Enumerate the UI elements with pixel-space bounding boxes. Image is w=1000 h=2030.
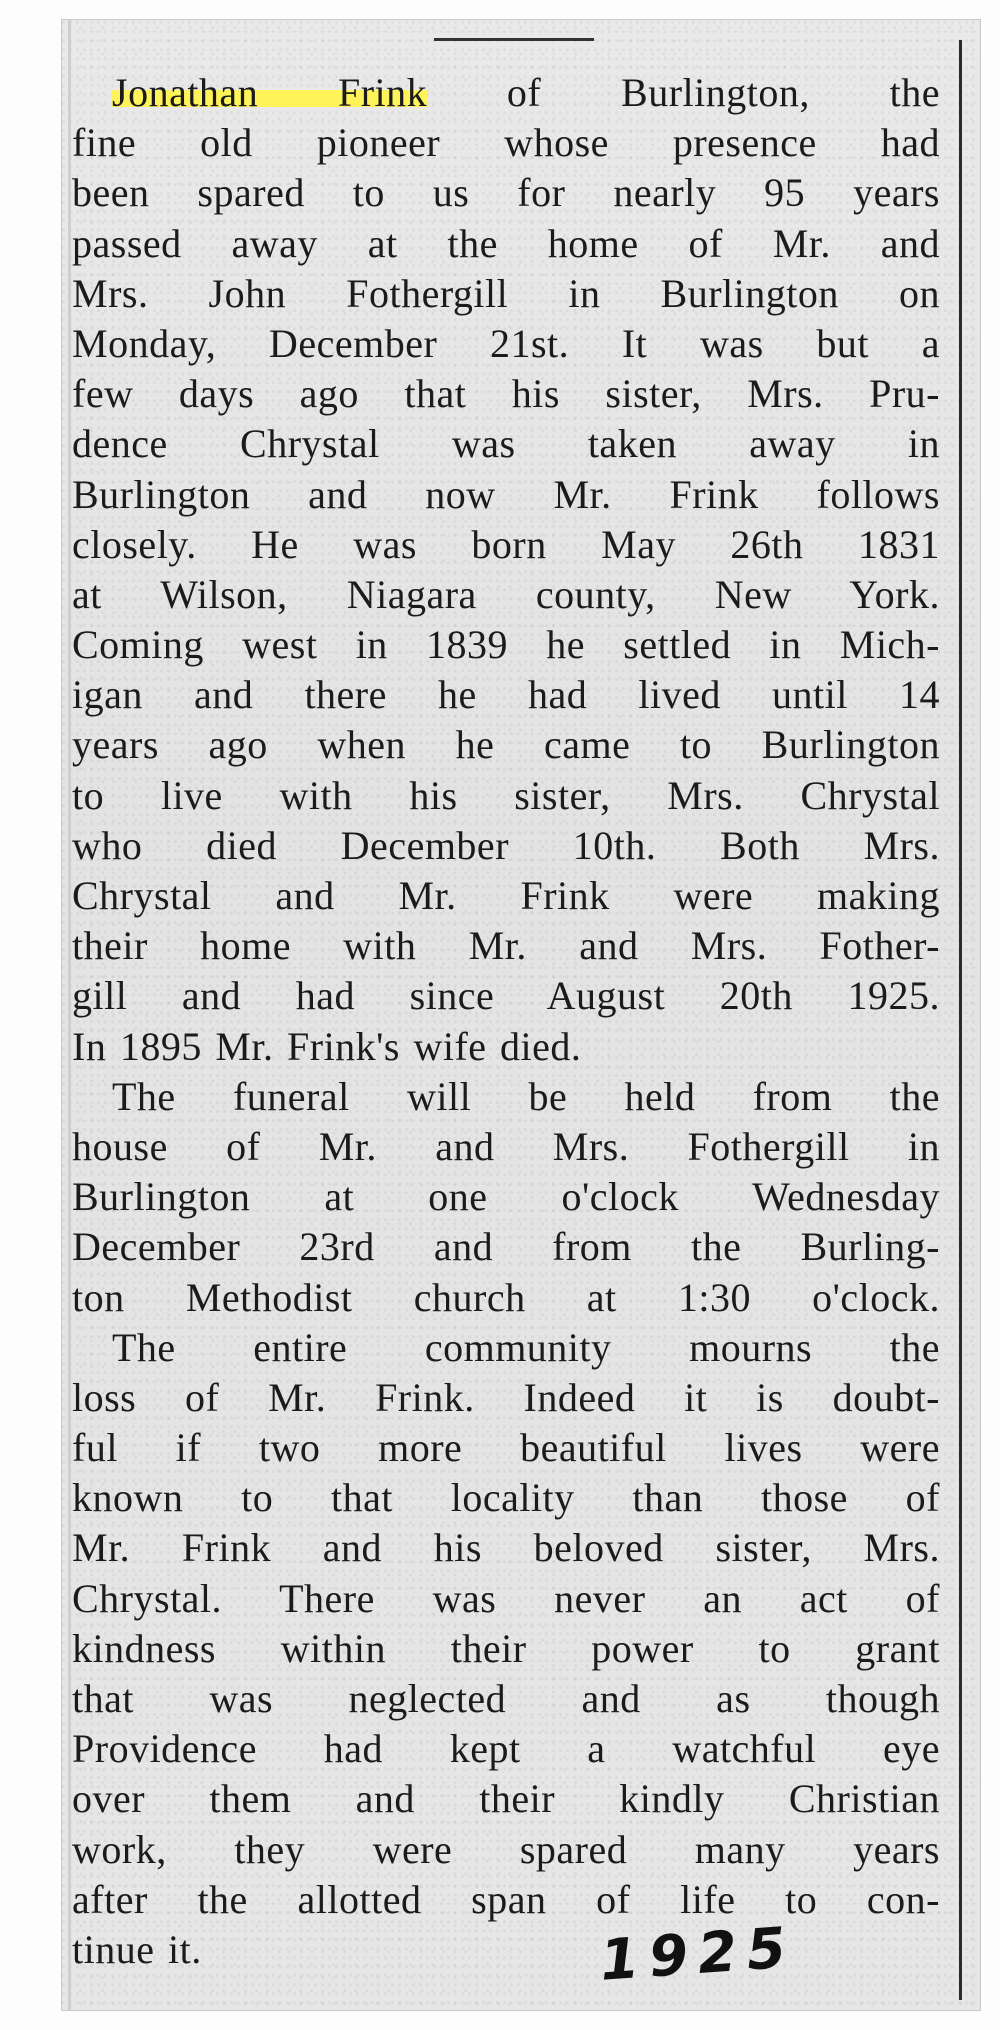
article-line: passed away at the home of Mr. and — [72, 220, 940, 266]
article-line: been spared to us for nearly 95 years — [72, 170, 940, 216]
article-line: December 23rd and from the Burling- — [72, 1224, 940, 1270]
article-line: kindness within their power to grant — [72, 1625, 940, 1671]
article-line: closely. He was born May 26th 1831 — [72, 521, 940, 567]
article-line: Chrystal. There was never an act of — [72, 1575, 940, 1621]
column-right-rule — [959, 40, 962, 2000]
article-line: to live with his sister, Mrs. Chrystal — [72, 772, 940, 818]
article-line: The funeral will be held from the — [112, 1073, 940, 1119]
article-line: In 1895 Mr. Frink's wife died. — [72, 1023, 582, 1069]
article-line: Providence had kept a watchful eye — [72, 1726, 940, 1772]
article-line: who died December 10th. Both Mrs. — [72, 822, 940, 868]
article-line: after the allotted span of life to con- — [72, 1876, 940, 1922]
article-line: years ago when he came to Burlington — [72, 722, 940, 768]
highlighted-name: Jonathan Frink — [112, 70, 428, 115]
article-line: over them and their kindly Christian — [72, 1776, 940, 1822]
article-line: Burlington and now Mr. Frink follows — [72, 471, 940, 517]
newspaper-clipping — [62, 20, 980, 2010]
article-line: dence Chrystal was taken away in — [72, 421, 940, 467]
article-line: few days ago that his sister, Mrs. Pru- — [72, 371, 940, 417]
article-line: loss of Mr. Frink. Indeed it is doubt- — [72, 1374, 940, 1420]
article-line: work, they were spared many years — [72, 1826, 940, 1872]
article-line: fine old pioneer whose presence had — [72, 120, 940, 166]
article-line: Coming west in 1839 he settled in Mich- — [72, 622, 940, 668]
obituary-article — [72, 68, 940, 1975]
article-line: gill and had since August 20th 1925. — [72, 973, 940, 1019]
article-line: ful if two more beautiful lives were — [72, 1425, 940, 1471]
article-line: igan and there he had lived until 14 — [72, 672, 940, 718]
column-top-rule — [434, 38, 594, 41]
clipping-left-edge — [68, 20, 71, 2010]
handwritten-year-annotation: 1925 — [597, 1915, 798, 1994]
article-line: tinue it. — [72, 1926, 202, 1972]
article-line: their home with Mr. and Mrs. Fother- — [72, 923, 940, 969]
article-line-1: Jonathan Frink of Burlington, the — [112, 70, 940, 115]
article-line: Monday, December 21st. It was but a — [72, 320, 940, 366]
article-line: Burlington at one o'clock Wednesday — [72, 1174, 940, 1220]
article-line: at Wilson, Niagara county, New York. — [72, 571, 940, 617]
article-line: house of Mr. and Mrs. Fothergill in — [72, 1123, 940, 1169]
article-line: Mrs. John Fothergill in Burlington on — [72, 270, 940, 316]
article-line: that was neglected and as though — [72, 1676, 940, 1721]
article-line: known to that locality than those of — [72, 1475, 940, 1521]
article-line: The entire community mourns the — [112, 1324, 940, 1370]
article-line: Chrystal and Mr. Frink were making — [72, 873, 940, 918]
article-line: Mr. Frink and his beloved sister, Mrs. — [72, 1525, 940, 1571]
article-line: ton Methodist church at 1:30 o'clock. — [72, 1274, 940, 1320]
